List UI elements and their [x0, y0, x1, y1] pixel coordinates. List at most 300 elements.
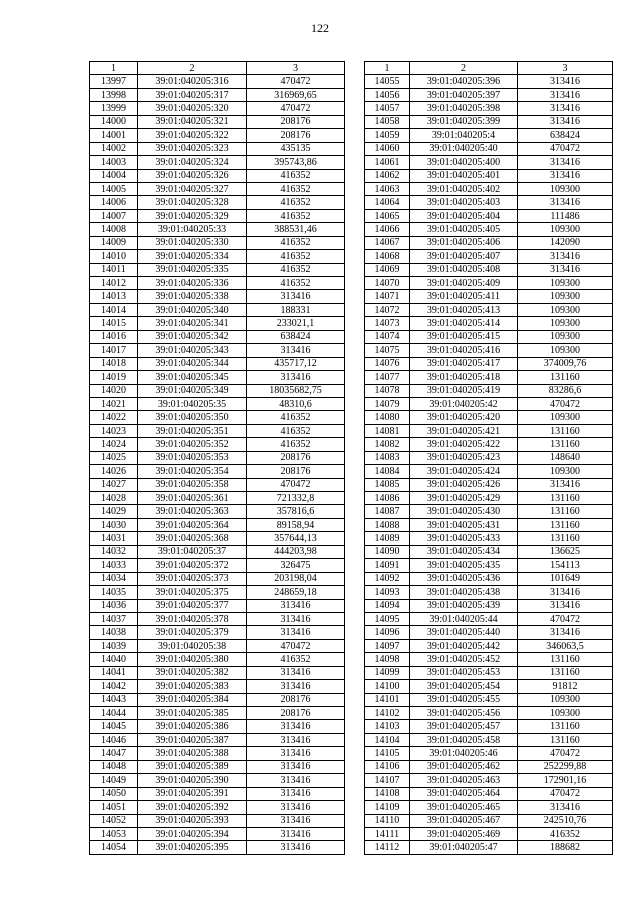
value-cell: 188682: [518, 841, 613, 854]
table-row: [365, 505, 613, 518]
value-cell: 48310,6: [247, 397, 345, 410]
cadastral-number-cell: 39:01:040205:335: [138, 263, 247, 276]
value-cell: 208176: [247, 693, 345, 706]
cadastral-number-cell: 39:01:040205:465: [410, 801, 518, 814]
cadastral-number-cell: 39:01:040205:440: [410, 626, 518, 639]
value-cell: 313416: [518, 626, 613, 639]
value-cell: 638424: [247, 330, 345, 343]
row-number-cell: 14035: [90, 586, 138, 599]
table-row: [365, 787, 613, 800]
table-row: [365, 478, 613, 491]
page-number: 122: [311, 21, 329, 35]
table-row: [90, 572, 345, 585]
table-row: [365, 841, 613, 854]
cadastral-number-cell: 39:01:040205:351: [138, 424, 247, 437]
row-number-cell: 14050: [90, 787, 138, 800]
cadastral-number-cell: 39:01:040205:364: [138, 518, 247, 531]
row-number-cell: 14094: [365, 599, 410, 612]
cadastral-number-cell: 39:01:040205:434: [410, 545, 518, 558]
value-cell: 313416: [518, 115, 613, 128]
row-number-cell: 14024: [90, 438, 138, 451]
value-cell: 316969,65: [247, 88, 345, 101]
cadastral-number-cell: 39:01:040205:395: [138, 841, 247, 854]
table-row: [90, 196, 345, 209]
value-cell: 172901,16: [518, 774, 613, 787]
cadastral-number-cell: 39:01:040205:329: [138, 209, 247, 222]
table-row: [365, 182, 613, 195]
table-row: [90, 290, 345, 303]
value-cell: 416352: [247, 263, 345, 276]
value-cell: 208176: [247, 465, 345, 478]
cadastral-number-cell: 39:01:040205:378: [138, 612, 247, 625]
table-row: [90, 182, 345, 195]
cadastral-number-cell: 39:01:040205:418: [410, 371, 518, 384]
row-number-cell: 14112: [365, 841, 410, 854]
table-row: [365, 142, 613, 155]
cadastral-number-cell: 39:01:040205:383: [138, 680, 247, 693]
column-header: 1: [90, 62, 138, 75]
row-number-cell: 14088: [365, 518, 410, 531]
row-number-cell: 14086: [365, 492, 410, 505]
value-cell: 248659,18: [247, 586, 345, 599]
table-row: [90, 545, 345, 558]
table-row: [365, 747, 613, 760]
row-number-cell: 14106: [365, 760, 410, 773]
value-cell: 416352: [247, 209, 345, 222]
value-cell: 416352: [247, 236, 345, 249]
table-row: [365, 572, 613, 585]
value-cell: 313416: [518, 196, 613, 209]
cadastral-number-cell: 39:01:040205:330: [138, 236, 247, 249]
cadastral-number-cell: 39:01:040205:401: [410, 169, 518, 182]
cadastral-number-cell: 39:01:040205:350: [138, 411, 247, 424]
table-row: [365, 720, 613, 733]
row-number-cell: 14013: [90, 290, 138, 303]
table-row: [90, 169, 345, 182]
cadastral-number-cell: 39:01:040205:469: [410, 827, 518, 840]
row-number-cell: 14098: [365, 653, 410, 666]
row-number-cell: 14016: [90, 330, 138, 343]
value-cell: 313416: [247, 801, 345, 814]
table-row: [365, 559, 613, 572]
cadastral-number-cell: 39:01:040205:421: [410, 424, 518, 437]
cadastral-number-cell: 39:01:040205:340: [138, 303, 247, 316]
row-number-cell: 14006: [90, 196, 138, 209]
value-cell: 470472: [247, 478, 345, 491]
value-cell: 357816,6: [247, 505, 345, 518]
cadastral-number-cell: 39:01:040205:316: [138, 75, 247, 88]
value-cell: 313416: [518, 250, 613, 263]
row-number-cell: 14033: [90, 559, 138, 572]
table-row: [365, 801, 613, 814]
row-number-cell: 14034: [90, 572, 138, 585]
value-cell: 313416: [247, 787, 345, 800]
value-cell: 131160: [518, 666, 613, 679]
value-cell: 313416: [518, 599, 613, 612]
row-number-cell: 14076: [365, 357, 410, 370]
value-cell: 470472: [247, 102, 345, 115]
value-cell: 313416: [518, 75, 613, 88]
cadastral-number-cell: 39:01:040205:424: [410, 465, 518, 478]
table-row: [90, 801, 345, 814]
value-cell: 470472: [518, 397, 613, 410]
cadastral-number-cell: 39:01:040205:387: [138, 733, 247, 746]
table-row: [90, 142, 345, 155]
table-row: [365, 371, 613, 384]
table-row: [90, 814, 345, 827]
row-number-cell: 14040: [90, 653, 138, 666]
cadastral-number-cell: 39:01:040205:336: [138, 277, 247, 290]
value-cell: 313416: [247, 720, 345, 733]
row-number-cell: 14039: [90, 639, 138, 652]
row-number-cell: 14048: [90, 760, 138, 773]
cadastral-number-cell: 39:01:040205:416: [410, 344, 518, 357]
row-number-cell: 14067: [365, 236, 410, 249]
table-row: [365, 250, 613, 263]
table-row: [90, 680, 345, 693]
column-header: 2: [410, 62, 518, 75]
table-row: [365, 263, 613, 276]
cadastral-number-cell: 39:01:040205:321: [138, 115, 247, 128]
cadastral-number-cell: 39:01:040205:393: [138, 814, 247, 827]
row-number-cell: 14057: [365, 102, 410, 115]
value-cell: 313416: [518, 102, 613, 115]
table-row: [365, 827, 613, 840]
value-cell: 470472: [518, 747, 613, 760]
table-row: [90, 156, 345, 169]
row-number-cell: 14109: [365, 801, 410, 814]
value-cell: 188331: [247, 303, 345, 316]
table-row: [365, 492, 613, 505]
cadastral-number-cell: 39:01:040205:368: [138, 532, 247, 545]
table-row: [90, 478, 345, 491]
row-number-cell: 14058: [365, 115, 410, 128]
table-row: [90, 666, 345, 679]
value-cell: 131160: [518, 505, 613, 518]
row-number-cell: 14026: [90, 465, 138, 478]
row-number-cell: 14070: [365, 277, 410, 290]
cadastral-number-cell: 39:01:040205:40: [410, 142, 518, 155]
table-row: [365, 653, 613, 666]
table-row: [90, 303, 345, 316]
value-cell: 313416: [247, 747, 345, 760]
cadastral-number-cell: 39:01:040205:463: [410, 774, 518, 787]
cadastral-number-cell: 39:01:040205:438: [410, 586, 518, 599]
row-number-cell: 14007: [90, 209, 138, 222]
cadastral-number-cell: 39:01:040205:415: [410, 330, 518, 343]
cadastral-number-cell: 39:01:040205:407: [410, 250, 518, 263]
table-row: [90, 344, 345, 357]
cadastral-number-cell: 39:01:040205:435: [410, 559, 518, 572]
table-row: [90, 774, 345, 787]
value-cell: 395743,86: [247, 156, 345, 169]
table-row: [90, 384, 345, 397]
value-cell: 313416: [518, 169, 613, 182]
value-cell: 313416: [247, 774, 345, 787]
table-row: [365, 693, 613, 706]
table-row: [365, 384, 613, 397]
table-row: [90, 733, 345, 746]
value-cell: 470472: [247, 75, 345, 88]
row-number-cell: 14087: [365, 505, 410, 518]
table-row: [90, 612, 345, 625]
row-number-cell: 14107: [365, 774, 410, 787]
table-row: [90, 747, 345, 760]
cadastral-number-cell: 39:01:040205:361: [138, 492, 247, 505]
cadastral-number-cell: 39:01:040205:38: [138, 639, 247, 652]
cadastral-number-cell: 39:01:040205:426: [410, 478, 518, 491]
value-cell: 470472: [518, 142, 613, 155]
row-number-cell: 14093: [365, 586, 410, 599]
cadastral-number-cell: 39:01:040205:320: [138, 102, 247, 115]
cadastral-number-cell: 39:01:040205:42: [410, 397, 518, 410]
cadastral-number-cell: 39:01:040205:420: [410, 411, 518, 424]
column-header: 3: [518, 62, 613, 75]
table-row: [365, 223, 613, 236]
row-number-cell: 14042: [90, 680, 138, 693]
cadastral-number-cell: 39:01:040205:349: [138, 384, 247, 397]
cadastral-number-cell: 39:01:040205:342: [138, 330, 247, 343]
table-row: [365, 290, 613, 303]
table-row: [365, 733, 613, 746]
row-number-cell: 14030: [90, 518, 138, 531]
row-number-cell: 14077: [365, 371, 410, 384]
cadastral-number-cell: 39:01:040205:375: [138, 586, 247, 599]
row-number-cell: 14081: [365, 424, 410, 437]
table-row: [90, 841, 345, 854]
row-number-cell: 14029: [90, 505, 138, 518]
column-header: 3: [247, 62, 345, 75]
value-cell: 131160: [518, 733, 613, 746]
value-cell: 18035682,75: [247, 384, 345, 397]
value-cell: 131160: [518, 720, 613, 733]
value-cell: 148640: [518, 451, 613, 464]
cadastral-number-cell: 39:01:040205:317: [138, 88, 247, 101]
cadastral-number-cell: 39:01:040205:377: [138, 599, 247, 612]
table-row: [90, 639, 345, 652]
row-number-cell: 14064: [365, 196, 410, 209]
row-number-cell: 14104: [365, 733, 410, 746]
row-number-cell: 14011: [90, 263, 138, 276]
row-number-cell: 14045: [90, 720, 138, 733]
row-number-cell: 14090: [365, 545, 410, 558]
cadastral-number-cell: 39:01:040205:388: [138, 747, 247, 760]
value-cell: 313416: [518, 263, 613, 276]
value-cell: 111486: [518, 209, 613, 222]
cadastral-number-cell: 39:01:040205:431: [410, 518, 518, 531]
row-number-cell: 14056: [365, 88, 410, 101]
value-cell: 109300: [518, 465, 613, 478]
value-cell: 435717,12: [247, 357, 345, 370]
value-cell: 416352: [247, 653, 345, 666]
value-cell: 313416: [247, 680, 345, 693]
cadastral-number-cell: 39:01:040205:46: [410, 747, 518, 760]
row-number-cell: 14000: [90, 115, 138, 128]
row-number-cell: 14018: [90, 357, 138, 370]
table-row: [365, 317, 613, 330]
cadastral-number-cell: 39:01:040205:328: [138, 196, 247, 209]
cadastral-number-cell: 39:01:040205:358: [138, 478, 247, 491]
cadastral-number-cell: 39:01:040205:403: [410, 196, 518, 209]
cadastral-number-cell: 39:01:040205:352: [138, 438, 247, 451]
table-row: [90, 209, 345, 222]
row-number-cell: 14082: [365, 438, 410, 451]
value-cell: 313416: [247, 599, 345, 612]
row-number-cell: 14091: [365, 559, 410, 572]
table-row: [365, 626, 613, 639]
table-row: [90, 653, 345, 666]
cadastral-number-cell: 39:01:040205:363: [138, 505, 247, 518]
table-row: [365, 599, 613, 612]
row-number-cell: 14085: [365, 478, 410, 491]
value-cell: 374009,76: [518, 357, 613, 370]
row-number-cell: 14027: [90, 478, 138, 491]
table-row: [90, 250, 345, 263]
table-row: [365, 88, 613, 101]
cadastral-number-cell: 39:01:040205:385: [138, 707, 247, 720]
row-number-cell: 14083: [365, 451, 410, 464]
cadastral-number-cell: 39:01:040205:47: [410, 841, 518, 854]
cadastral-number-cell: 39:01:040205:345: [138, 371, 247, 384]
cadastral-number-cell: 39:01:040205:457: [410, 720, 518, 733]
row-number-cell: 14022: [90, 411, 138, 424]
table-row: [90, 532, 345, 545]
row-number-cell: 14002: [90, 142, 138, 155]
row-number-cell: 14008: [90, 223, 138, 236]
cadastral-number-cell: 39:01:040205:35: [138, 397, 247, 410]
row-number-cell: 14073: [365, 317, 410, 330]
value-cell: 313416: [247, 814, 345, 827]
cadastral-number-cell: 39:01:040205:452: [410, 653, 518, 666]
row-number-cell: 14059: [365, 129, 410, 142]
value-cell: 136625: [518, 545, 613, 558]
value-cell: 313416: [518, 586, 613, 599]
value-cell: 208176: [247, 129, 345, 142]
row-number-cell: 14015: [90, 317, 138, 330]
cadastral-number-cell: 39:01:040205:406: [410, 236, 518, 249]
row-number-cell: 14025: [90, 451, 138, 464]
table-row: [90, 720, 345, 733]
row-number-cell: 14089: [365, 532, 410, 545]
table-row: [365, 760, 613, 773]
value-cell: 131160: [518, 371, 613, 384]
table-row: [365, 397, 613, 410]
value-cell: 346063,5: [518, 639, 613, 652]
row-number-cell: 14065: [365, 209, 410, 222]
table-row: [365, 156, 613, 169]
table-row: [365, 411, 613, 424]
cadastral-number-cell: 39:01:040205:326: [138, 169, 247, 182]
value-cell: 326475: [247, 559, 345, 572]
table-row: [90, 424, 345, 437]
row-number-cell: 14036: [90, 599, 138, 612]
cadastral-number-cell: 39:01:040205:390: [138, 774, 247, 787]
cadastral-number-cell: 39:01:040205:334: [138, 250, 247, 263]
value-cell: 313416: [518, 478, 613, 491]
value-cell: 444203,98: [247, 545, 345, 558]
row-number-cell: 14051: [90, 801, 138, 814]
cadastral-number-cell: 39:01:040205:372: [138, 559, 247, 572]
table-row: [90, 693, 345, 706]
row-number-cell: 14003: [90, 156, 138, 169]
table-row: [90, 397, 345, 410]
table-row: [90, 115, 345, 128]
value-cell: 91812: [518, 680, 613, 693]
table-header-row: [90, 62, 345, 75]
cadastral-number-cell: 39:01:040205:398: [410, 102, 518, 115]
cadastral-number-cell: 39:01:040205:391: [138, 787, 247, 800]
value-cell: 203198,04: [247, 572, 345, 585]
table-row: [90, 236, 345, 249]
value-cell: 388531,46: [247, 223, 345, 236]
cadastral-number-cell: 39:01:040205:442: [410, 639, 518, 652]
row-number-cell: 14071: [365, 290, 410, 303]
value-cell: 313416: [247, 841, 345, 854]
table-row: [90, 357, 345, 370]
row-number-cell: 14014: [90, 303, 138, 316]
table-row: [365, 639, 613, 652]
row-number-cell: 14012: [90, 277, 138, 290]
value-cell: 142090: [518, 236, 613, 249]
row-number-cell: 14043: [90, 693, 138, 706]
row-number-cell: 14017: [90, 344, 138, 357]
value-cell: 313416: [518, 156, 613, 169]
table-row: [90, 787, 345, 800]
cadastral-number-cell: 39:01:040205:324: [138, 156, 247, 169]
value-cell: 416352: [247, 169, 345, 182]
row-number-cell: 14072: [365, 303, 410, 316]
value-cell: 131160: [518, 492, 613, 505]
row-number-cell: 14041: [90, 666, 138, 679]
row-number-cell: 14063: [365, 182, 410, 195]
table-row: [365, 424, 613, 437]
cadastral-number-cell: 39:01:040205:380: [138, 653, 247, 666]
cadastral-number-cell: 39:01:040205:400: [410, 156, 518, 169]
table-row: [365, 344, 613, 357]
row-number-cell: 14099: [365, 666, 410, 679]
cadastral-number-cell: 39:01:040205:396: [410, 75, 518, 88]
table-row: [365, 438, 613, 451]
row-number-cell: 14092: [365, 572, 410, 585]
row-number-cell: 14052: [90, 814, 138, 827]
value-cell: 357644,13: [247, 532, 345, 545]
cadastral-number-cell: 39:01:040205:436: [410, 572, 518, 585]
cadastral-number-cell: 39:01:040205:409: [410, 277, 518, 290]
row-number-cell: 14101: [365, 693, 410, 706]
row-number-cell: 14046: [90, 733, 138, 746]
value-cell: 313416: [247, 760, 345, 773]
value-cell: 313416: [247, 612, 345, 625]
row-number-cell: 14044: [90, 707, 138, 720]
table-row: [365, 666, 613, 679]
value-cell: 313416: [247, 371, 345, 384]
row-number-cell: 14054: [90, 841, 138, 854]
row-number-cell: 14061: [365, 156, 410, 169]
cadastral-number-cell: 39:01:040205:423: [410, 451, 518, 464]
data-table-left: [89, 61, 345, 855]
table-row: [90, 518, 345, 531]
row-number-cell: 14111: [365, 827, 410, 840]
value-cell: 131160: [518, 518, 613, 531]
table-row: [90, 223, 345, 236]
table-row: [90, 371, 345, 384]
cadastral-number-cell: 39:01:040205:456: [410, 707, 518, 720]
value-cell: 252299,88: [518, 760, 613, 773]
cadastral-number-cell: 39:01:040205:454: [410, 680, 518, 693]
row-number-cell: 14068: [365, 250, 410, 263]
row-number-cell: 14062: [365, 169, 410, 182]
value-cell: 208176: [247, 115, 345, 128]
